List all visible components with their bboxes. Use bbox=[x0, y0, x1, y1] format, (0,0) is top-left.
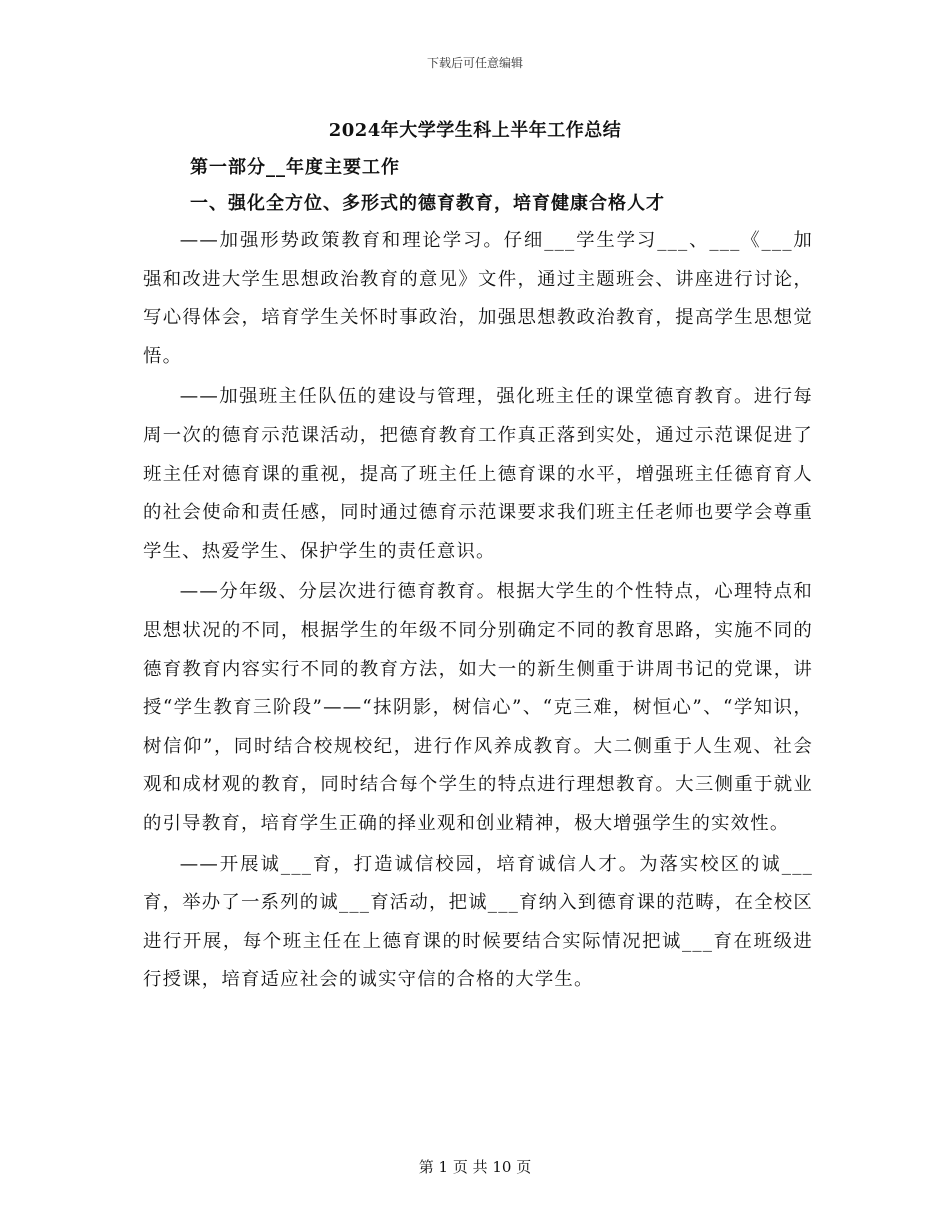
paragraph: ——加强形势政策教育和理论学习。仔细___学生学习___、___《___加强和改进大学生思想政治教育的意见》文件，通过主题班会、讲座进行讨论，写心得体会，培育学生关怀时事政治，加强思想教政治教育，提高学生思想觉悟。 bbox=[143, 230, 813, 367]
paragraph: ——加强班主任队伍的建设与管理，强化班主任的课堂德育教育。进行每周一次的德育示范课活动，把德育教育工作真正落到实处，通过示范课促进了班主任对德育课的重视，提高了班主任上德育课的水平，增强班主任德育育人的社会使命和责任感，同时通过德育示范课要求我们班主任老师也要学会尊重学生、热爱学生、保护学生的责任意识。 bbox=[143, 386, 813, 562]
paragraph: ——分年级、分层次进行德育教育。根据大学生的个性特点，心理特点和思想状况的不同，根据学生的年级不同分别确定不同的教育思路，实施不同的德育教育内容实行不同的教育方法，如大一的新生侧重于讲周书记的党课，讲授“学生教育三阶段”——“抹阴影，树信心”、“克三难，树恒心”、“学知识，树信仰”，同时结合校规校纪，进行作风养成教育。大二侧重于人生观、社会观和成材观的教育，同时结合每个学生的特点进行理想教育。大三侧重于就业的引导教育，培育学生正确的择业观和创业精神，极大增强学生的实效性。 bbox=[143, 581, 813, 834]
document-title: 2024年大学学生科上半年工作总结 bbox=[328, 120, 622, 141]
subsection-heading: 一、强化全方位、多形式的德育教育，培育健康合格人才 bbox=[190, 193, 665, 214]
section-heading: 第一部分__年度主要工作 bbox=[190, 157, 400, 178]
page-footer: 第 1 页 共 10 页 bbox=[418, 1158, 532, 1176]
header-note: 下载后可任意编辑 bbox=[426, 56, 523, 70]
body-text bbox=[143, 222, 813, 1002]
paragraph: ——开展诚___育，打造诚信校园，培育诚信人才。为落实校区的诚___育，举办了一系列的诚___育活动，把诚___育纳入到德育课的范畴，在全校区进行开展，每个班主任在上德育课的时候要结合实际情况把诚___育在班级进行授课，培育适应社会的诚实守信的合格的大学生。 bbox=[143, 853, 813, 991]
